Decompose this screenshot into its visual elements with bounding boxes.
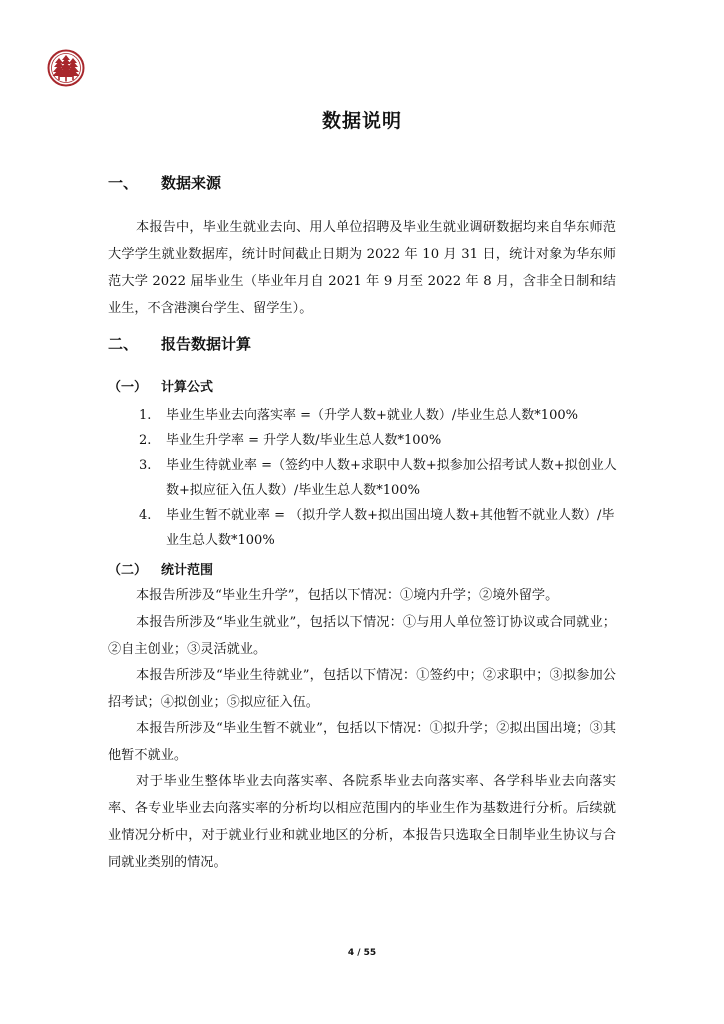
page-number: 4 / 55 xyxy=(347,948,377,958)
section-heading-data-source xyxy=(108,173,221,193)
formula-number: 2. xyxy=(139,433,152,448)
formula-item xyxy=(108,453,620,503)
formula-text: 毕业生升学率 = 升学人数/毕业生总人数*100% xyxy=(166,433,442,448)
section-title: 数据来源 xyxy=(161,174,222,192)
formula-text: 毕业生暂不就业率 = （拟升学人数+拟出国出境人数+其他暂不就业人数）/毕业生总人数*100% xyxy=(166,508,615,548)
subsection-number: （二） xyxy=(108,563,148,578)
university-seal-pine-tree-icon xyxy=(47,49,85,87)
section-title: 报告数据计算 xyxy=(161,335,252,353)
formula-text: 毕业生待就业率 =（签约中人数+求职中人数+拟参加公招考试人数+拟创业人数+拟应征入伍人数）/毕业生总人数*100% xyxy=(166,458,617,498)
formula-item xyxy=(108,503,620,553)
section-heading-report-calculation xyxy=(108,334,251,354)
formula-item xyxy=(108,428,620,453)
subsection-title: 计算公式 xyxy=(161,380,214,395)
subsection-heading-scope xyxy=(108,562,213,580)
scope-paragraph-employment: 本报告所涉及“毕业生就业”，包括以下情况：①与用人单位签订协议或合同就业；②自主创业；③灵活就业。 xyxy=(108,615,616,657)
formula-text: 毕业生毕业去向落实率 =（升学人数+就业人数）/毕业生总人数*100% xyxy=(166,408,578,423)
subsection-heading-formulas xyxy=(108,379,213,397)
section-number: 二、 xyxy=(108,335,139,353)
scope-paragraph-further-study: 本报告所涉及“毕业生升学”，包括以下情况：①境内升学；②境外留学。 xyxy=(136,588,559,603)
formula-number: 3. xyxy=(139,458,152,473)
scope-paragraph-temporarily-unemployed: 本报告所涉及“毕业生暂不就业”，包括以下情况：①拟升学；②拟出国出境；③其他暂不就业。 xyxy=(108,721,616,763)
scope-paragraph-analysis-basis: 对于毕业生整体毕业去向落实率、各院系毕业去向落实率、各学科毕业去向落实率、各专业毕业去向落实率的分析均以相应范围内的毕业生作为基数进行分析。后续就业情况分析中，对于就业行业和就业地区的分析，本报告只选取全日制毕业生协议与合同就业类别的情况。 xyxy=(108,774,616,870)
subsection-title: 统计范围 xyxy=(161,563,214,578)
data-source-paragraph: 本报告中，毕业生就业去向、用人单位招聘及毕业生就业调研数据均来自华东师范大学学生就业数据库，统计时间截止日期为 2022 年 10 月 31 日，统计对象为华东师范大学 2022 届毕业生（毕业年月自 2021 年 9 月至 2022 年 8 月，含非全日制和结业生，不含港澳台学生、留学生）。 xyxy=(108,220,616,316)
formula-number: 1. xyxy=(139,408,152,423)
page-title: 数据说明 xyxy=(321,110,402,132)
section-number: 一、 xyxy=(108,174,139,192)
formula-list xyxy=(108,403,620,553)
university-logo xyxy=(47,49,85,87)
formula-item xyxy=(108,403,620,428)
formula-number: 4. xyxy=(139,508,152,523)
scope-paragraph-awaiting-employment: 本报告所涉及“毕业生待就业”，包括以下情况：①签约中；②求职中；③拟参加公招考试；④拟创业；⑤拟应征入伍。 xyxy=(108,668,616,710)
subsection-number: （一） xyxy=(108,380,148,395)
